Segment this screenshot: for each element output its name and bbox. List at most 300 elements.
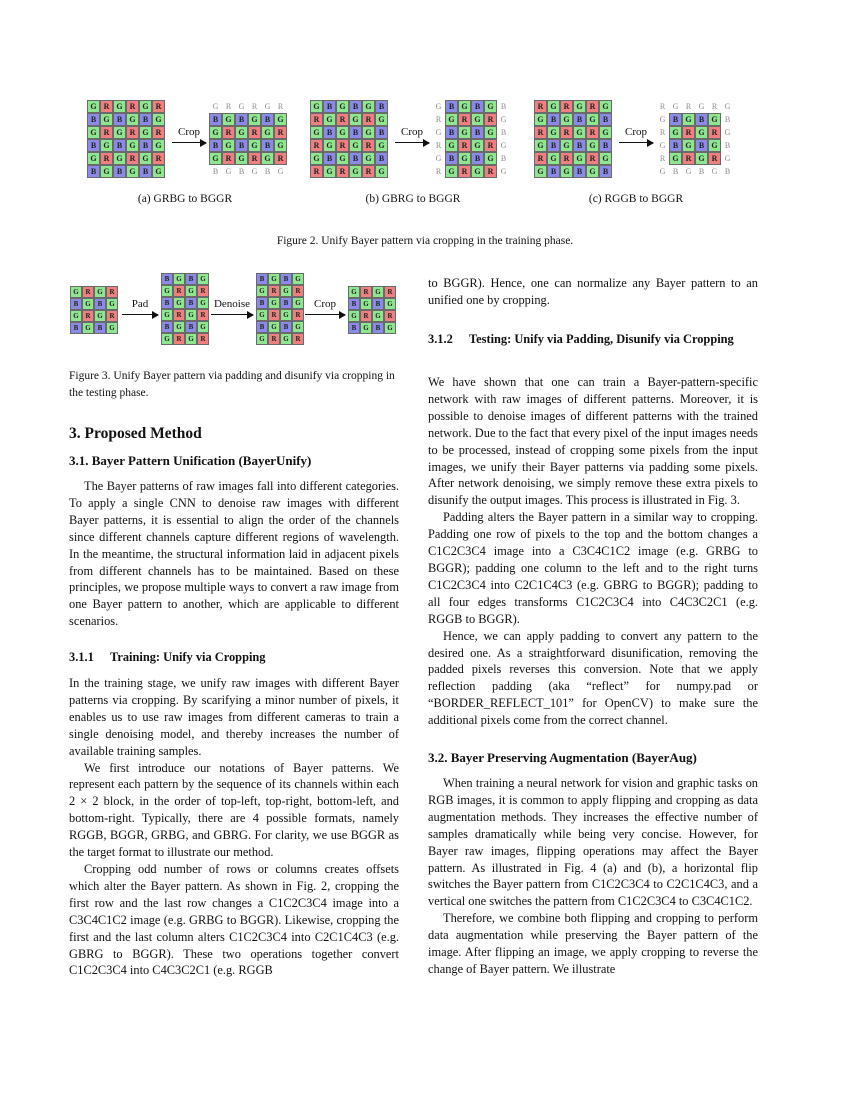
bayer-cell-g: G <box>87 152 100 165</box>
bayer-cell-b: B <box>161 273 173 285</box>
subsection-3-2-title: 3.2. Bayer Preserving Augmentation (BayerAug) <box>428 750 697 765</box>
bayer-cell-r: R <box>248 152 261 165</box>
bayer-cell-g: G <box>185 309 197 321</box>
bayer-cell-g: G <box>573 126 586 139</box>
bayer-cell-b: B <box>349 100 362 113</box>
bayer-cell-g: G <box>209 152 222 165</box>
fig2c-label: (c) RGGB to BGGR <box>588 193 684 205</box>
bayer-cell-b: B <box>573 165 586 178</box>
paragraph-3-1-1-b: We first introduce our notations of Bayer patterns. We represent each pattern by the sequence of its channels within each 2 × 2 block, in the order of top-left, top-right, bottom-left, and bottom-right. Typically, there are 4 possible formats, namely RGGB, BGGR, GRBG, and GBRG. For clarity, we use BGGR as the target format to illustrate our method. <box>69 760 399 860</box>
bayer-cell-b: B <box>669 113 682 126</box>
bayer-cell-g: G <box>100 165 113 178</box>
bayer-cell-g: G <box>458 152 471 165</box>
bayer-cell-g: G <box>209 126 222 139</box>
fig3-crop-label: Crop <box>314 298 336 310</box>
fig2b-input-grid <box>310 100 388 178</box>
bayer-cell-b: B <box>70 298 82 310</box>
bayer-cell-g: G <box>152 113 165 126</box>
bayer-cell-g: G <box>349 139 362 152</box>
bayer-cell-g: G <box>560 165 573 178</box>
bayer-cell-g: G <box>280 309 292 321</box>
bayer-cell-g: G <box>235 126 248 139</box>
bayer-cell-g: G <box>500 141 507 150</box>
bayer-cell-b: B <box>348 322 360 334</box>
bayer-cell-g: G <box>248 113 261 126</box>
bayer-cell-g: G <box>682 139 695 152</box>
bayer-cell-g: G <box>173 297 185 309</box>
bayer-cell-b: B <box>500 128 507 137</box>
bayer-cell-g: G <box>256 333 268 345</box>
bayer-cell-b: B <box>87 139 100 152</box>
bayer-cell-b: B <box>573 113 586 126</box>
bayer-cell-r: R <box>659 128 666 137</box>
bayer-cell-g: G <box>261 126 274 139</box>
bayer-cell-r: R <box>197 285 209 297</box>
bayer-cell-g: G <box>277 167 284 176</box>
subsection-3-1-2-label: Testing: Unify via Padding, Disunify via Cropping <box>469 332 734 346</box>
bayer-cell-g: G <box>724 154 731 163</box>
bayer-cell-g: G <box>251 167 258 176</box>
bayer-cell-b: B <box>235 113 248 126</box>
bayer-cell-g: G <box>445 165 458 178</box>
bayer-cell-g: G <box>659 141 666 150</box>
fig2c-arrow <box>619 142 653 143</box>
bayer-cell-g: G <box>113 152 126 165</box>
bayer-cell-g: G <box>547 152 560 165</box>
bayer-cell-g: G <box>139 100 152 113</box>
bayer-cell-g: G <box>682 113 695 126</box>
bayer-cell-g: G <box>375 113 388 126</box>
fig2a-label: (a) GRBG to BGGR <box>137 193 233 205</box>
bayer-cell-r: R <box>126 100 139 113</box>
bayer-cell-r: R <box>173 285 185 297</box>
bayer-cell-b: B <box>323 126 336 139</box>
subsection-3-1-1-title <box>69 650 266 665</box>
bayer-cell-g: G <box>349 113 362 126</box>
bayer-cell-g: G <box>139 152 152 165</box>
bayer-cell-g: G <box>113 100 126 113</box>
bayer-cell-b: B <box>547 113 560 126</box>
bayer-cell-g: G <box>435 102 442 111</box>
bayer-cell-b: B <box>372 298 384 310</box>
bayer-cell-r: R <box>310 165 323 178</box>
bayer-cell-g: G <box>711 167 718 176</box>
bayer-cell-b: B <box>323 152 336 165</box>
bayer-cell-b: B <box>724 115 731 124</box>
bayer-cell-b: B <box>139 165 152 178</box>
bayer-cell-b: B <box>256 273 268 285</box>
bayer-cell-r: R <box>197 309 209 321</box>
bayer-cell-r: R <box>586 100 599 113</box>
bayer-cell-g: G <box>212 102 219 111</box>
bayer-cell-g: G <box>268 273 280 285</box>
bayer-cell-g: G <box>256 309 268 321</box>
bayer-cell-g: G <box>310 152 323 165</box>
bayer-cell-g: G <box>280 333 292 345</box>
bayer-cell-g: G <box>323 165 336 178</box>
bayer-cell-r: R <box>100 152 113 165</box>
bayer-cell-r: R <box>100 100 113 113</box>
bayer-cell-b: B <box>94 322 106 334</box>
left-column-block-2 <box>69 675 399 979</box>
bayer-cell-b: B <box>323 100 336 113</box>
subsection-3-1-2-number: 3.1.2 <box>428 332 453 346</box>
bayer-cell-b: B <box>445 100 458 113</box>
bayer-cell-r: R <box>708 152 721 165</box>
figure-2-caption: Figure 2. Unify Bayer pattern via cropping in the training phase. <box>276 235 574 247</box>
bayer-cell-g: G <box>698 102 705 111</box>
bayer-cell-g: G <box>375 139 388 152</box>
bayer-cell-g: G <box>445 113 458 126</box>
bayer-cell-g: G <box>126 113 139 126</box>
bayer-cell-b: B <box>547 139 560 152</box>
bayer-cell-r: R <box>310 139 323 152</box>
bayer-cell-g: G <box>534 139 547 152</box>
bayer-cell-g: G <box>348 310 360 322</box>
bayer-cell-r: R <box>484 113 497 126</box>
bayer-cell-g: G <box>70 286 82 298</box>
bayer-cell-b: B <box>695 139 708 152</box>
bayer-cell-g: G <box>360 322 372 334</box>
bayer-cell-g: G <box>695 152 708 165</box>
bayer-cell-r: R <box>225 102 232 111</box>
bayer-cell-g: G <box>292 273 304 285</box>
bayer-cell-g: G <box>268 297 280 309</box>
bayer-cell-g: G <box>348 286 360 298</box>
paragraph-3-2-a: When training a neural network for vision and graphic tasks on RGB images, it is common to apply flipping and cropping as data augmentation methods. They increases the effective number of samples dramatically while being very concise. However, for Bayer raw images, flipping operations may affect the Bayer pattern. As illustrated in Fig. 4 (a) and (b), a horizontal flip switches the Bayer pattern from C1C2C3C4 to C2C1C4C3, and a vertical one switches the pattern from C1C2C3C4 to C3C4C1C2. <box>428 776 758 909</box>
bayer-cell-b: B <box>672 167 679 176</box>
bayer-cell-b: B <box>445 126 458 139</box>
fig3-denoised-grid <box>256 273 304 345</box>
bayer-cell-r: R <box>126 126 139 139</box>
bayer-cell-g: G <box>659 115 666 124</box>
bayer-cell-g: G <box>238 102 245 111</box>
bayer-cell-r: R <box>534 126 547 139</box>
bayer-cell-g: G <box>534 165 547 178</box>
bayer-cell-b: B <box>212 167 219 176</box>
bayer-cell-b: B <box>280 321 292 333</box>
bayer-cell-b: B <box>348 298 360 310</box>
bayer-cell-b: B <box>445 152 458 165</box>
fig2c-arrow-label: Crop <box>625 126 647 138</box>
bayer-cell-b: B <box>280 297 292 309</box>
bayer-cell-g: G <box>669 126 682 139</box>
bayer-cell-g: G <box>82 298 94 310</box>
bayer-cell-g: G <box>336 100 349 113</box>
bayer-cell-r: R <box>362 139 375 152</box>
bayer-cell-r: R <box>248 126 261 139</box>
bayer-cell-g: G <box>256 285 268 297</box>
bayer-cell-r: R <box>435 141 442 150</box>
fig3-output-grid <box>348 286 396 334</box>
fig3-input-grid <box>70 286 118 334</box>
bayer-cell-r: R <box>82 286 94 298</box>
bayer-cell-r: R <box>222 152 235 165</box>
bayer-cell-g: G <box>708 113 721 126</box>
bayer-cell-r: R <box>458 139 471 152</box>
bayer-cell-g: G <box>471 139 484 152</box>
bayer-cell-g: G <box>349 165 362 178</box>
bayer-cell-g: G <box>500 115 507 124</box>
bayer-cell-r: R <box>251 102 258 111</box>
bayer-cell-r: R <box>360 310 372 322</box>
fig2a-output-grid <box>209 100 287 178</box>
fig3-pad-label: Pad <box>131 298 149 310</box>
bayer-cell-g: G <box>560 113 573 126</box>
paragraph-right-continuation: to BGGR). Hence, one can normalize any Bayer pattern to an unified one by cropping. <box>428 276 758 307</box>
bayer-cell-b: B <box>471 100 484 113</box>
bayer-cell-b: B <box>87 113 100 126</box>
bayer-cell-g: G <box>152 139 165 152</box>
bayer-cell-r: R <box>152 100 165 113</box>
bayer-cell-r: R <box>458 113 471 126</box>
subsection-3-1-2-title <box>428 331 758 348</box>
bayer-cell-g: G <box>560 139 573 152</box>
bayer-cell-g: G <box>161 333 173 345</box>
bayer-cell-r: R <box>435 167 442 176</box>
bayer-cell-g: G <box>547 100 560 113</box>
bayer-cell-r: R <box>274 126 287 139</box>
bayer-cell-b: B <box>375 152 388 165</box>
bayer-cell-r: R <box>173 309 185 321</box>
subsection-3-1-1-label: Training: Unify via Cropping <box>110 650 266 664</box>
fig2c-output-grid <box>656 100 734 178</box>
bayer-cell-g: G <box>185 285 197 297</box>
bayer-cell-g: G <box>547 126 560 139</box>
bayer-cell-g: G <box>87 126 100 139</box>
bayer-cell-g: G <box>173 321 185 333</box>
bayer-cell-g: G <box>599 152 612 165</box>
bayer-cell-g: G <box>280 285 292 297</box>
bayer-cell-r: R <box>659 102 666 111</box>
bayer-cell-b: B <box>280 273 292 285</box>
bayer-cell-r: R <box>268 309 280 321</box>
bayer-cell-b: B <box>471 126 484 139</box>
bayer-cell-r: R <box>100 126 113 139</box>
bayer-cell-g: G <box>362 152 375 165</box>
bayer-cell-g: G <box>471 165 484 178</box>
bayer-cell-r: R <box>560 100 573 113</box>
bayer-cell-b: B <box>599 113 612 126</box>
bayer-cell-b: B <box>349 152 362 165</box>
bayer-cell-r: R <box>682 126 695 139</box>
bayer-cell-g: G <box>458 100 471 113</box>
subsection-3-1-1-number: 3.1.1 <box>69 650 94 664</box>
bayer-cell-g: G <box>106 298 118 310</box>
bayer-cell-g: G <box>235 152 248 165</box>
fig2b-label: (b) GBRG to BGGR <box>365 193 461 205</box>
bayer-cell-r: R <box>82 310 94 322</box>
bayer-cell-b: B <box>161 321 173 333</box>
bayer-cell-g: G <box>672 102 679 111</box>
subsection-3-1-title: 3.1. Bayer Pattern Unification (BayerUnify) <box>69 453 312 468</box>
bayer-cell-g: G <box>323 139 336 152</box>
bayer-cell-g: G <box>500 167 507 176</box>
bayer-cell-g: G <box>599 100 612 113</box>
bayer-cell-g: G <box>586 113 599 126</box>
bayer-cell-r: R <box>560 152 573 165</box>
bayer-cell-g: G <box>384 322 396 334</box>
bayer-cell-g: G <box>372 310 384 322</box>
bayer-cell-g: G <box>362 126 375 139</box>
bayer-cell-r: R <box>435 115 442 124</box>
bayer-cell-g: G <box>197 273 209 285</box>
bayer-cell-r: R <box>336 139 349 152</box>
bayer-cell-g: G <box>484 152 497 165</box>
bayer-cell-g: G <box>94 286 106 298</box>
bayer-cell-g: G <box>599 126 612 139</box>
bayer-cell-b: B <box>139 113 152 126</box>
bayer-cell-b: B <box>599 139 612 152</box>
bayer-cell-g: G <box>724 128 731 137</box>
bayer-cell-r: R <box>152 126 165 139</box>
fig2a-arrow-label: Crop <box>178 126 200 138</box>
fig3-denoise-label: Denoise <box>213 298 251 310</box>
bayer-cell-r: R <box>336 113 349 126</box>
bayer-cell-r: R <box>362 113 375 126</box>
bayer-cell-b: B <box>264 167 271 176</box>
bayer-cell-g: G <box>573 152 586 165</box>
bayer-cell-g: G <box>173 273 185 285</box>
bayer-cell-r: R <box>586 152 599 165</box>
bayer-cell-g: G <box>669 152 682 165</box>
bayer-cell-r: R <box>106 310 118 322</box>
bayer-cell-g: G <box>292 321 304 333</box>
bayer-cell-g: G <box>724 102 731 111</box>
section-title: 3. Proposed Method <box>69 425 202 442</box>
paragraph-3-1: The Bayer patterns of raw images fall into different categories. To apply a single CNN to denoise raw images with different Bayer patterns, it is essential to align the order of the channels since different channels capture different regions of wavelength. In the meantime, the structural information laid in adjacent pixels from different channels has to be maintained. Based on these principles, we propose multiple ways to convert a raw image from one Bayer pattern to another, which are applicable to different scenarios. <box>69 479 399 629</box>
bayer-cell-r: R <box>384 286 396 298</box>
fig2b-arrow <box>395 142 429 143</box>
bayer-cell-b: B <box>235 139 248 152</box>
paragraph-3-1-1-c: Cropping odd number of rows or columns creates offsets which alter the Bayer pattern. As shown in Fig. 2, cropping the first row and the last row changes a C1C2C3C4 image into a C3C4C1C2 image (e.g. GRBG to BGGR). Likewise, cropping the first and the last column alters C1C2C3C4 into C2C1C4C3 (e.g. GBRG to BGGR). These two operations together convert C1C2C3C4 into C4C3C2C1 (e.g. RGGB <box>69 861 399 978</box>
bayer-cell-g: G <box>360 298 372 310</box>
bayer-cell-g: G <box>94 310 106 322</box>
paragraph-3-2-b: Therefore, we combine both flipping and cropping to perform data augmentation while preserving the Bayer pattern of the image. After flipping an image, we apply cropping to reverse the change of Bayer pattern. We illustrate <box>428 911 758 976</box>
bayer-cell-r: R <box>197 333 209 345</box>
bayer-cell-b: B <box>87 165 100 178</box>
bayer-cell-g: G <box>161 309 173 321</box>
bayer-cell-b: B <box>500 102 507 111</box>
bayer-cell-b: B <box>695 113 708 126</box>
bayer-cell-g: G <box>261 152 274 165</box>
bayer-cell-g: G <box>197 321 209 333</box>
bayer-cell-b: B <box>372 322 384 334</box>
bayer-cell-b: B <box>209 113 222 126</box>
bayer-cell-r: R <box>560 126 573 139</box>
right-column-block-1 <box>428 275 758 309</box>
bayer-cell-b: B <box>573 139 586 152</box>
bayer-cell-b: B <box>256 297 268 309</box>
paragraph-3-1-2-b: Padding alters the Bayer pattern in a similar way to cropping. Padding one row of pixels to the top and the bottom changes a C1C2C3C4 image into a C3C4C1C2 image (e.g. GRBG to BGGR); padding one column to the left and to the right turns C1C2C3C4 into C2C1C4C3 (e.g. GBRG to BGGR); padding to all four edges transforms C1C2C3C4 into C4C3C2C1 (e.g. RGGB to BGGR). <box>428 510 758 626</box>
bayer-cell-g: G <box>100 113 113 126</box>
bayer-cell-b: B <box>261 139 274 152</box>
bayer-cell-g: G <box>384 298 396 310</box>
fig3-padded-grid <box>161 273 209 345</box>
bayer-cell-g: G <box>70 310 82 322</box>
bayer-cell-g: G <box>484 126 497 139</box>
bayer-cell-r: R <box>152 152 165 165</box>
bayer-cell-r: R <box>586 126 599 139</box>
paragraph-3-1-1-a: In the training stage, we unify raw images with different Bayer patterns via cropping. By scarifying a minor number of pixels, it enables us to use raw images from different cameras to train a single denoising model, and thereby increases the number of available training samples. <box>69 676 399 758</box>
bayer-cell-b: B <box>724 141 731 150</box>
bayer-cell-g: G <box>435 154 442 163</box>
bayer-cell-r: R <box>708 126 721 139</box>
bayer-cell-r: R <box>292 309 304 321</box>
bayer-cell-r: R <box>659 154 666 163</box>
bayer-cell-g: G <box>362 100 375 113</box>
bayer-cell-g: G <box>274 113 287 126</box>
fig2a-arrow <box>172 142 206 143</box>
bayer-cell-g: G <box>248 139 261 152</box>
bayer-cell-g: G <box>336 152 349 165</box>
bayer-cell-b: B <box>547 165 560 178</box>
bayer-cell-r: R <box>268 333 280 345</box>
bayer-cell-r: R <box>268 285 280 297</box>
bayer-cell-b: B <box>185 297 197 309</box>
bayer-cell-b: B <box>261 113 274 126</box>
paragraph-3-1-2-c: Hence, we can apply padding to convert any pattern to the desired one. As a straightforward disunification, removing the padded pixels reverses this conversion. Note that we apply reflection padding (aka “reflect” for numpy.pad or “BORDER_REFLECT_101” for OpenCV) to make sure the additional pixels come from the correct channel. <box>428 628 758 728</box>
bayer-cell-r: R <box>458 165 471 178</box>
fig3-pad-arrow <box>122 314 158 315</box>
fig3-denoise-arrow <box>211 314 253 315</box>
fig2c-input-grid <box>534 100 612 178</box>
bayer-cell-r: R <box>484 165 497 178</box>
bayer-cell-g: G <box>336 126 349 139</box>
bayer-cell-g: G <box>274 139 287 152</box>
bayer-cell-g: G <box>106 322 118 334</box>
bayer-cell-g: G <box>573 100 586 113</box>
bayer-cell-g: G <box>113 126 126 139</box>
bayer-cell-b: B <box>238 167 245 176</box>
bayer-cell-g: G <box>82 322 94 334</box>
bayer-cell-g: G <box>292 297 304 309</box>
right-column-block-3 <box>428 775 758 978</box>
bayer-cell-r: R <box>534 152 547 165</box>
bayer-cell-g: G <box>685 167 692 176</box>
fig2b-arrow-label: Crop <box>401 126 423 138</box>
bayer-cell-b: B <box>349 126 362 139</box>
bayer-cell-g: G <box>484 100 497 113</box>
bayer-cell-b: B <box>94 298 106 310</box>
bayer-cell-g: G <box>268 321 280 333</box>
bayer-cell-r: R <box>106 286 118 298</box>
bayer-cell-b: B <box>113 165 126 178</box>
bayer-cell-r: R <box>310 113 323 126</box>
paragraph-3-1-2-a: We have shown that one can train a Bayer-pattern-specific network with raw images of different patterns. Moreover, it is possible to denoise images of different patterns with the trained network. Due to the fact that every pixel of the input images needs to be processed, instead of cropping some pixels from the input images, we unify their Bayer patterns via padding some pixels. After network denoising, we simply remove these extra pixels to disunify the output images. This process is illustrated in Fig. 3. <box>428 375 758 508</box>
right-column-block-2 <box>428 374 758 729</box>
bayer-cell-g: G <box>471 113 484 126</box>
bayer-cell-b: B <box>698 167 705 176</box>
bayer-cell-r: R <box>277 102 284 111</box>
bayer-cell-b: B <box>113 113 126 126</box>
bayer-cell-g: G <box>375 165 388 178</box>
bayer-cell-r: R <box>362 165 375 178</box>
bayer-cell-g: G <box>586 165 599 178</box>
bayer-cell-g: G <box>708 139 721 152</box>
fig3-crop-arrow <box>305 314 345 315</box>
left-column-block-1 <box>69 478 399 630</box>
bayer-cell-g: G <box>310 100 323 113</box>
bayer-cell-r: R <box>173 333 185 345</box>
bayer-cell-r: R <box>685 102 692 111</box>
bayer-cell-b: B <box>139 139 152 152</box>
bayer-cell-b: B <box>669 139 682 152</box>
bayer-cell-b: B <box>256 321 268 333</box>
bayer-cell-g: G <box>100 139 113 152</box>
bayer-cell-r: R <box>274 152 287 165</box>
bayer-cell-b: B <box>471 152 484 165</box>
